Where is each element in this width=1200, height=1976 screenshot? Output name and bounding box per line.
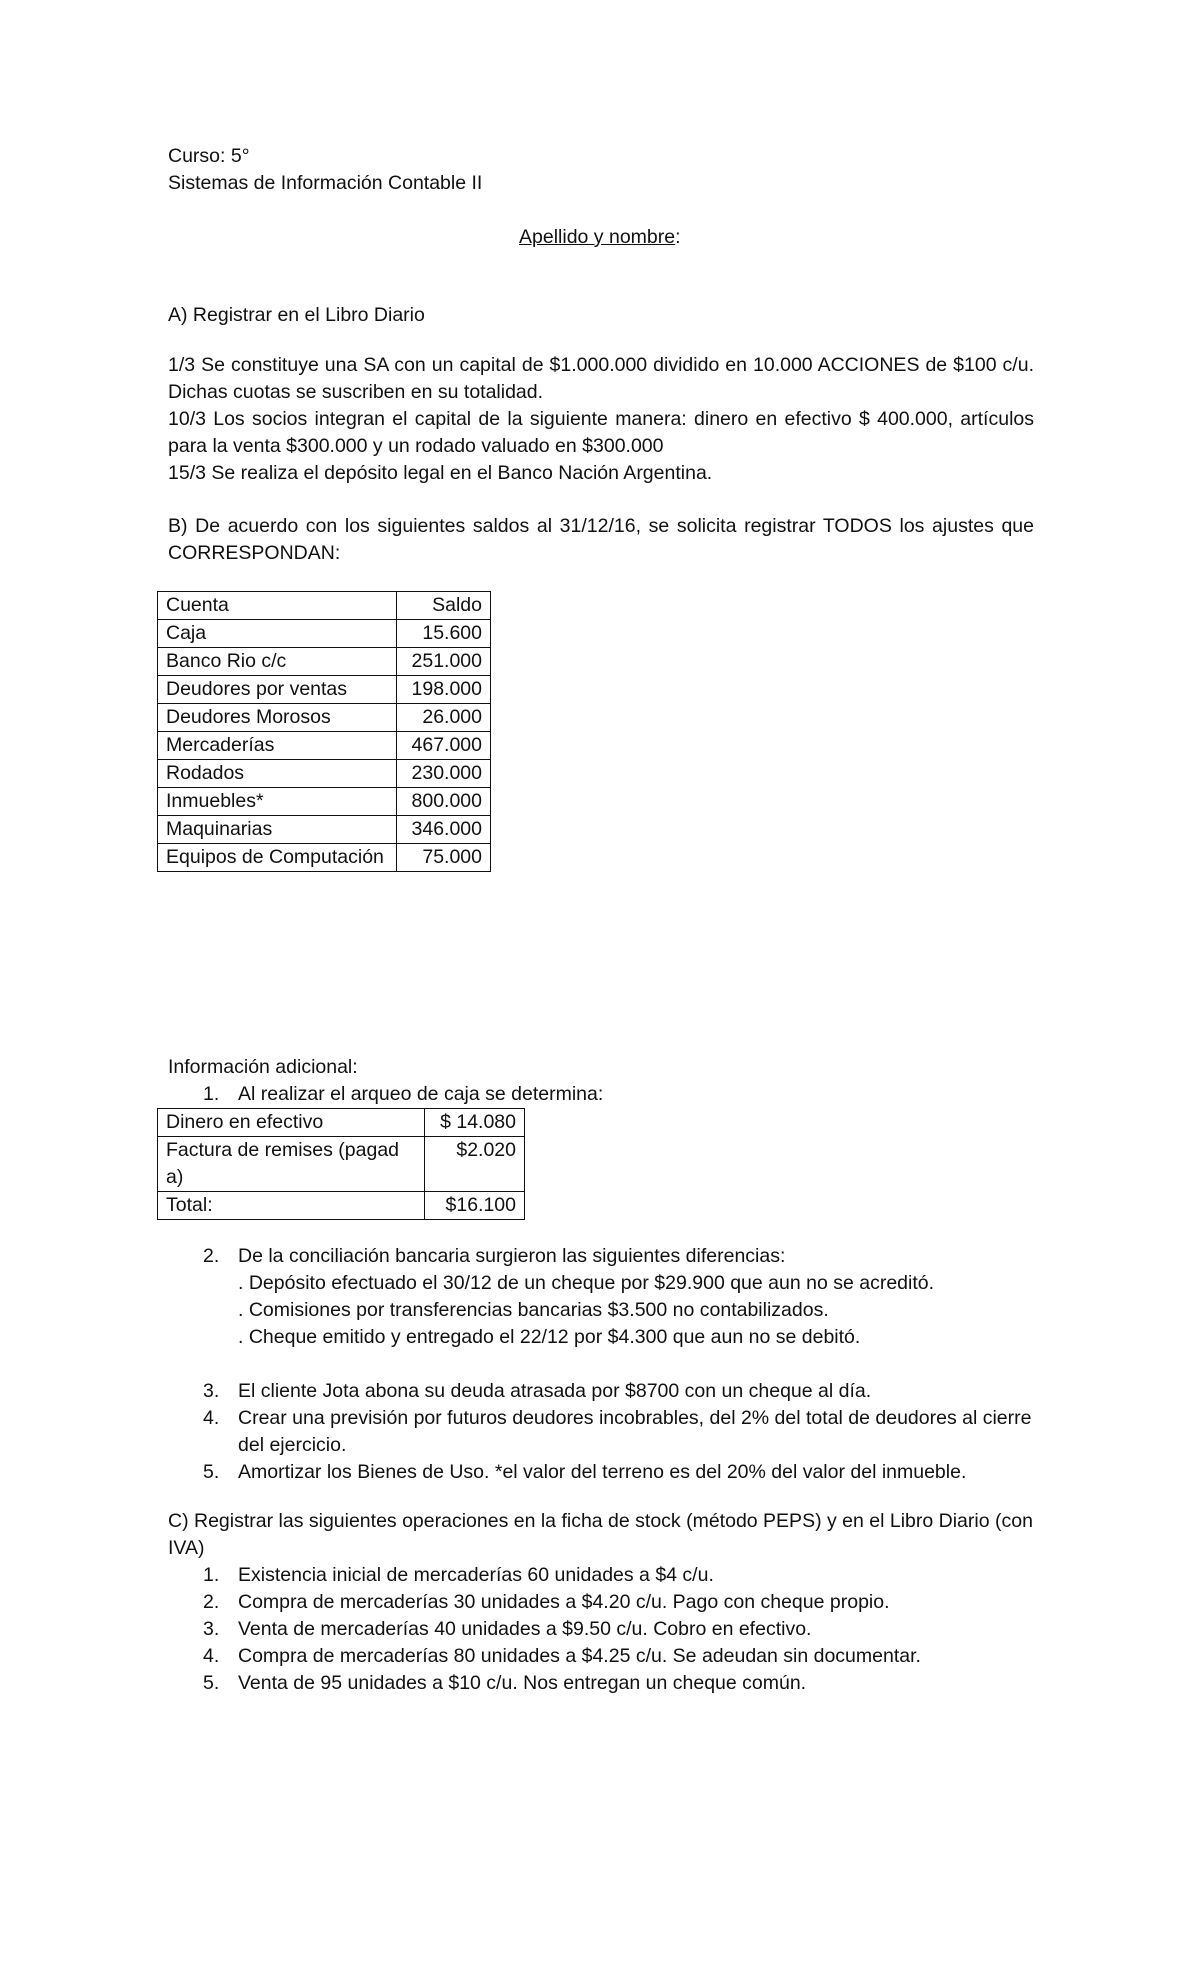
- table-row: [158, 844, 491, 872]
- info-title: Información adicional:: [168, 1056, 358, 1078]
- concepto-cell: Dinero en efectivo: [158, 1109, 425, 1137]
- list-item: [168, 1405, 1034, 1459]
- table-row: [158, 620, 491, 648]
- saldo-cell: 251.000: [397, 648, 491, 676]
- section-a-line-2: 10/3 Los socios integran el capital de la siguiente manera: dinero en efectivo $ 400.000, artículos para la venta $300.000 y un rodado valuado en $300.000: [168, 408, 1034, 457]
- list-item: [168, 1378, 1034, 1405]
- section-b-title: B) De acuerdo con los siguientes saldos al 31/12/16, se solicita registrar TODOS los ajustes que CORRESPONDAN:: [168, 515, 1034, 564]
- section-a-title: A) Registrar en el Libro Diario: [168, 304, 425, 326]
- list-text: El cliente Jota abona su deuda atrasada por $8700 con un cheque al día.: [238, 1380, 872, 1402]
- conciliacion-line: . Depósito efectuado el 30/12 de un cheque por $29.900 que aun no se acreditó.: [238, 1272, 935, 1294]
- cuenta-cell: Caja: [158, 620, 397, 648]
- table-row: [158, 704, 491, 732]
- list-item: [168, 1562, 1034, 1589]
- list-number: 3.: [203, 1380, 220, 1402]
- balances-table: [157, 591, 491, 872]
- conciliacion-line: . Comisiones por transferencias bancarias $3.500 no contabilizados.: [238, 1299, 829, 1321]
- cuenta-cell: Rodados: [158, 760, 397, 788]
- table-row: [158, 1109, 525, 1137]
- cuenta-cell: Deudores por ventas: [158, 676, 397, 704]
- list-number: 4.: [203, 1645, 220, 1667]
- section-c-list: [168, 1562, 1034, 1697]
- list-number: 3.: [203, 1618, 220, 1640]
- list-text: Al realizar el arqueo de caja se determina:: [238, 1083, 604, 1105]
- arqueo-table: [157, 1108, 525, 1220]
- saldo-cell: 26.000: [397, 704, 491, 732]
- saldo-cell: 800.000: [397, 788, 491, 816]
- list-item: [168, 1670, 1034, 1697]
- list-number: 1.: [203, 1083, 220, 1105]
- saldo-cell: 198.000: [397, 676, 491, 704]
- list-item: [168, 1643, 1034, 1670]
- saldo-cell: 75.000: [397, 844, 491, 872]
- list-text: De la conciliación bancaria surgieron las siguientes diferencias:: [238, 1245, 786, 1267]
- name-field-label: [519, 224, 681, 251]
- list-text: Existencia inicial de mercaderías 60 unidades a $4 c/u.: [238, 1564, 714, 1586]
- cuenta-cell: Inmuebles*: [158, 788, 397, 816]
- section-a-line-3: 15/3 Se realiza el depósito legal en el Banco Nación Argentina.: [168, 462, 713, 484]
- section-c-title: C) Registrar las siguientes operaciones en la ficha de stock (método PEPS) y en el Libro Diario (con IVA): [168, 1510, 1033, 1559]
- saldo-cell: 346.000: [397, 816, 491, 844]
- list-item: [168, 1081, 1034, 1108]
- table-row: [158, 1137, 525, 1192]
- list-item: [168, 1616, 1034, 1643]
- list-number: 2.: [203, 1591, 220, 1613]
- list-text: Amortizar los Bienes de Uso. *el valor del terreno es del 20% del valor del inmueble.: [238, 1461, 967, 1483]
- cuenta-cell: Equipos de Computación: [158, 844, 397, 872]
- subject-line: Sistemas de Información Contable II: [168, 172, 483, 194]
- valor-cell: $ 14.080: [425, 1109, 525, 1137]
- cuenta-cell: Maquinarias: [158, 816, 397, 844]
- table-row: [158, 760, 491, 788]
- list-text: Crear una previsión por futuros deudores incobrables, del 2% del total de deudores al cierre del ejercicio.: [238, 1407, 1032, 1456]
- list-item: [168, 1243, 1034, 1270]
- list-item: [168, 1589, 1034, 1616]
- name-label-colon: :: [675, 226, 681, 248]
- table-row: [158, 816, 491, 844]
- header-saldo: Saldo: [397, 592, 491, 620]
- info-item-1: [168, 1081, 1034, 1108]
- list-number: 5.: [203, 1672, 220, 1694]
- list-number: 2.: [203, 1245, 220, 1267]
- list-number: 1.: [203, 1564, 220, 1586]
- list-text: Compra de mercaderías 30 unidades a $4.20 c/u. Pago con cheque propio.: [238, 1591, 890, 1613]
- valor-cell: $16.100: [425, 1192, 525, 1220]
- concepto-cell: Factura de remises (pagada): [158, 1137, 425, 1192]
- info-items-2-5: [168, 1243, 1034, 1486]
- valor-cell: $2.020: [425, 1137, 525, 1192]
- table-row: [158, 648, 491, 676]
- header-cuenta: Cuenta: [158, 592, 397, 620]
- cuenta-cell: Deudores Morosos: [158, 704, 397, 732]
- list-number: 4.: [203, 1407, 220, 1429]
- concepto-cell: Total:: [158, 1192, 425, 1220]
- name-label-text: Apellido y nombre: [519, 226, 676, 248]
- saldo-cell: 15.600: [397, 620, 491, 648]
- cuenta-cell: Mercaderías: [158, 732, 397, 760]
- cuenta-cell: Banco Rio c/c: [158, 648, 397, 676]
- section-a-line-1: 1/3 Se constituye una SA con un capital de $1.000.000 dividido en 10.000 ACCIONES de $100 c/u. Dichas cuotas se suscriben en su totalidad.: [168, 354, 1034, 403]
- table-row: [158, 732, 491, 760]
- table-row: [158, 1192, 525, 1220]
- table-header-row: [158, 592, 491, 620]
- table-row: [158, 788, 491, 816]
- list-item: [168, 1459, 1034, 1486]
- table-row: [158, 676, 491, 704]
- list-text: Venta de mercaderías 40 unidades a $9.50 c/u. Cobro en efectivo.: [238, 1618, 812, 1640]
- saldo-cell: 467.000: [397, 732, 491, 760]
- list-number: 5.: [203, 1461, 220, 1483]
- saldo-cell: 230.000: [397, 760, 491, 788]
- list-text: Venta de 95 unidades a $10 c/u. Nos entregan un cheque común.: [238, 1672, 807, 1694]
- conciliacion-line: . Cheque emitido y entregado el 22/12 por $4.300 que aun no se debitó.: [238, 1326, 861, 1348]
- curso-line: Curso: 5°: [168, 145, 250, 167]
- list-text: Compra de mercaderías 80 unidades a $4.25 c/u. Se adeudan sin documentar.: [238, 1645, 921, 1667]
